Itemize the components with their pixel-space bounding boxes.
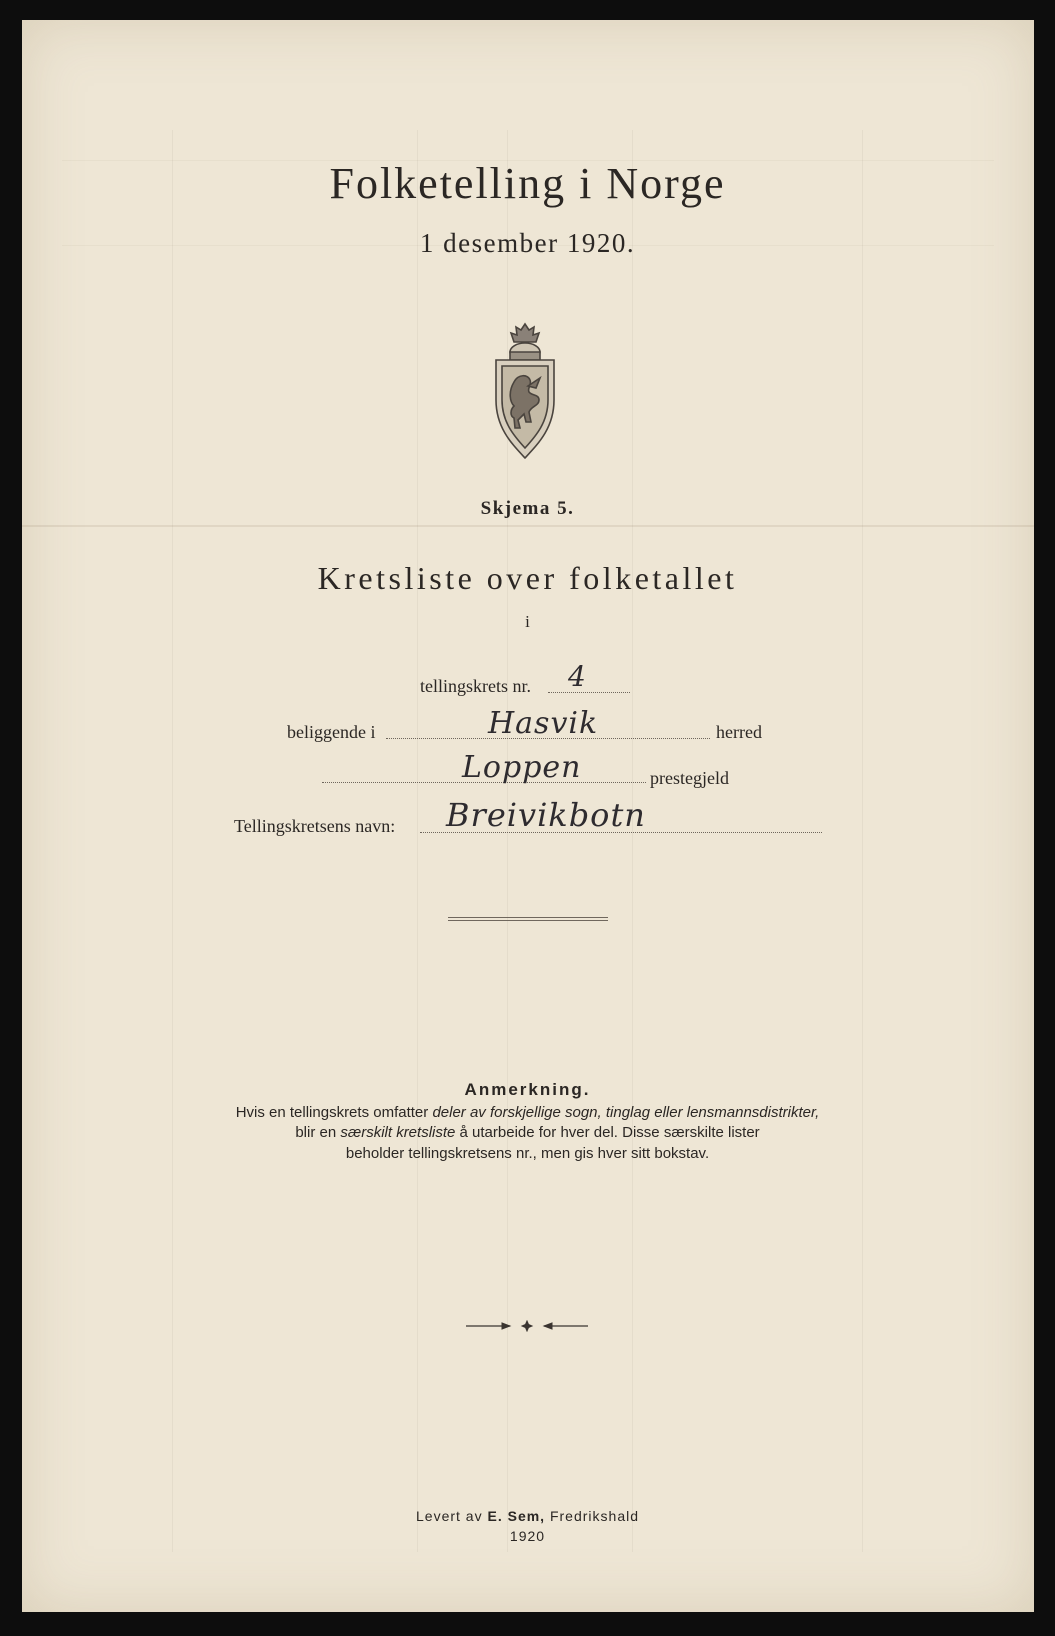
divider-ornament-icon	[466, 1320, 588, 1332]
note-text: å utarbeide for hver del. Disse særskilte lister	[455, 1124, 760, 1141]
note-line: beholder tellingskretsens nr., men gis hver sitt bokstav.	[345, 1145, 710, 1162]
schema-number: Skjema 5.	[480, 498, 575, 519]
paper-fold	[22, 525, 1034, 527]
printer-city: Fredrikshald	[545, 1508, 639, 1524]
krets-number-line	[548, 692, 630, 693]
krets-number-label: tellingskrets nr.	[420, 676, 531, 696]
printer-year: 1920	[509, 1528, 546, 1544]
connector-word: i	[525, 612, 530, 631]
section-divider	[448, 917, 608, 921]
beliggende-label: beliggende i	[287, 722, 376, 742]
note-text: Hvis en tellingskrets omfatter	[235, 1104, 433, 1121]
printer-prefix: Levert av	[416, 1508, 488, 1524]
prestegjeld-value[interactable]: Loppen	[462, 750, 582, 785]
printer-name: E. Sem,	[487, 1508, 546, 1524]
herred-label: herred	[716, 722, 762, 742]
krets-name-value[interactable]: Breivikbotn	[446, 796, 646, 834]
bleed-through-line	[862, 130, 863, 1552]
note-text: blir en	[295, 1124, 341, 1141]
note-line	[0, 1104, 1055, 1121]
form-title: Kretsliste over folketallet	[317, 560, 738, 596]
note-emphasis: deler av forskjellige sogn, tinglag eller lensmannsdistrikter,	[432, 1104, 820, 1121]
census-date: 1 desember 1920.	[419, 228, 636, 258]
krets-number-value[interactable]: 4	[568, 660, 587, 693]
bleed-through-line	[172, 130, 173, 1552]
coat-of-arms-icon	[488, 322, 562, 462]
note-heading: Anmerkning.	[464, 1080, 591, 1099]
herred-value[interactable]: Hasvik	[488, 706, 599, 741]
krets-name-label: Tellingskretsens navn:	[234, 816, 396, 836]
page-title: Folketelling i Norge	[329, 159, 726, 208]
note-emphasis: særskilt kretsliste	[340, 1124, 456, 1141]
printer-credit	[0, 1508, 1055, 1524]
prestegjeld-label: prestegjeld	[650, 768, 729, 788]
note-line	[0, 1124, 1055, 1141]
bleed-through-line	[632, 130, 633, 1552]
bleed-through-line	[417, 130, 418, 1552]
